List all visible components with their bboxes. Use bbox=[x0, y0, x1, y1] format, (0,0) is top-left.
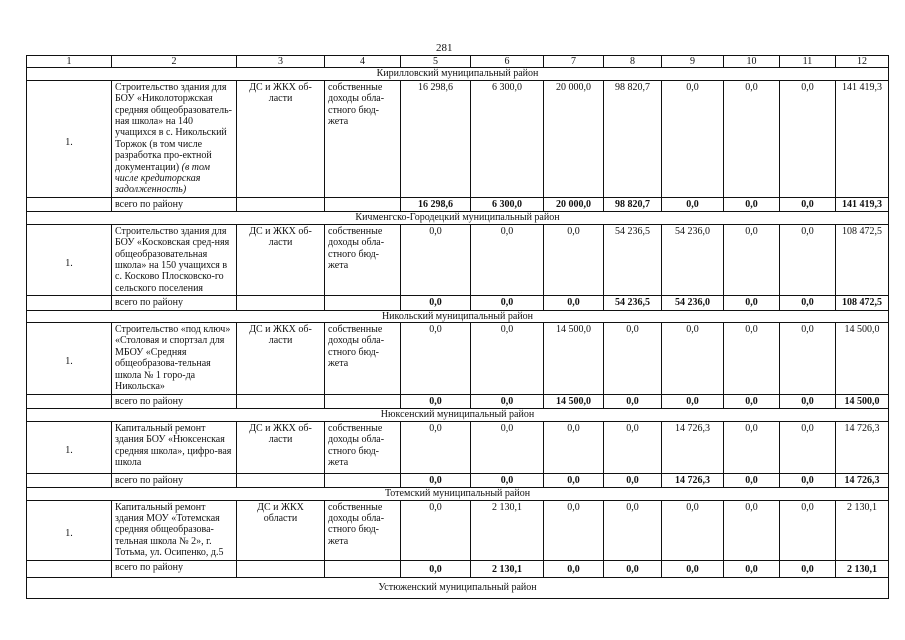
column-number: 5 bbox=[401, 56, 471, 68]
object-name bbox=[112, 500, 237, 560]
value-cell: 0,0 bbox=[780, 80, 836, 197]
value-cell: 108 472,5 bbox=[836, 224, 889, 295]
empty-cell bbox=[237, 473, 325, 487]
value-cell: 0,0 bbox=[604, 322, 662, 394]
page-number: 281 bbox=[436, 42, 453, 54]
column-number-row bbox=[27, 56, 889, 68]
district-name: Кирилловский муниципальный район bbox=[27, 68, 889, 80]
column-number: 12 bbox=[836, 56, 889, 68]
value-cell: 0,0 bbox=[780, 322, 836, 394]
object-name bbox=[112, 80, 237, 197]
district-row bbox=[27, 310, 889, 322]
district-row bbox=[27, 409, 889, 421]
value-cell: 98 820,7 bbox=[604, 80, 662, 197]
value-cell: 14 500,0 bbox=[544, 322, 604, 394]
value-cell: 2 130,1 bbox=[836, 500, 889, 560]
customer: ДС и ЖКХ об-ласти bbox=[237, 322, 325, 394]
object-description: Строительство здания для БОУ «Николоторжская средняя общеобразователь-ная школа» на 140 учащихся в с. Никольский Торжок (в том числе разработка про-ектной документации) bbox=[115, 81, 232, 173]
total-value: 0,0 bbox=[662, 394, 724, 408]
value-cell: 0,0 bbox=[544, 421, 604, 473]
value-cell: 20 000,0 bbox=[544, 80, 604, 197]
total-value: 0,0 bbox=[724, 296, 780, 310]
value-cell: 141 419,3 bbox=[836, 80, 889, 197]
value-cell: 0,0 bbox=[471, 421, 544, 473]
value-cell: 0,0 bbox=[401, 224, 471, 295]
row-number: 1. bbox=[27, 500, 112, 560]
district-name: Кичменгско-Городецкий муниципальный район bbox=[27, 212, 889, 224]
object-description: Капитальный ремонт здания БОУ «Нюксенская средняя школа», цифро-вая школа bbox=[115, 422, 232, 468]
column-number: 10 bbox=[724, 56, 780, 68]
total-value: 0,0 bbox=[780, 197, 836, 211]
empty-cell bbox=[325, 394, 401, 408]
row-number: 1. bbox=[27, 421, 112, 473]
column-number: 8 bbox=[604, 56, 662, 68]
total-value: 0,0 bbox=[544, 473, 604, 487]
empty-cell bbox=[325, 473, 401, 487]
total-value: 108 472,5 bbox=[836, 296, 889, 310]
district-name: Тотемский муниципальный район bbox=[27, 488, 889, 500]
total-value: 14 726,3 bbox=[836, 473, 889, 487]
object-name bbox=[112, 322, 237, 394]
total-value: 54 236,5 bbox=[604, 296, 662, 310]
total-value: 0,0 bbox=[724, 473, 780, 487]
empty-cell bbox=[27, 197, 112, 211]
column-number: 1 bbox=[27, 56, 112, 68]
value-cell: 54 236,5 bbox=[604, 224, 662, 295]
column-number: 11 bbox=[780, 56, 836, 68]
value-cell: 0,0 bbox=[724, 322, 780, 394]
funding-source: собственные доходы обла-стного бюд-жета bbox=[325, 500, 401, 560]
empty-cell bbox=[27, 560, 112, 577]
value-cell: 0,0 bbox=[662, 322, 724, 394]
total-value: 98 820,7 bbox=[604, 197, 662, 211]
object-description: Капитальный ремонт здания МОУ «Тотемская средняя общеобразова-тельная школа № 2», г. Тотьма, ул. Осипенко, д.5 bbox=[115, 501, 224, 559]
total-value: 14 500,0 bbox=[544, 394, 604, 408]
total-value: 14 500,0 bbox=[836, 394, 889, 408]
total-value: 6 300,0 bbox=[471, 197, 544, 211]
table-row bbox=[27, 322, 889, 394]
empty-cell bbox=[237, 560, 325, 577]
column-number: 2 bbox=[112, 56, 237, 68]
value-cell: 14 726,3 bbox=[836, 421, 889, 473]
customer: ДС и ЖКХ об-ласти bbox=[237, 421, 325, 473]
value-cell: 0,0 bbox=[604, 421, 662, 473]
value-cell: 0,0 bbox=[662, 80, 724, 197]
total-value: 2 130,1 bbox=[836, 560, 889, 577]
total-row bbox=[27, 197, 889, 211]
total-value: 0,0 bbox=[471, 394, 544, 408]
empty-cell bbox=[237, 197, 325, 211]
total-row bbox=[27, 394, 889, 408]
empty-cell bbox=[27, 473, 112, 487]
value-cell: 0,0 bbox=[780, 421, 836, 473]
value-cell: 0,0 bbox=[401, 322, 471, 394]
total-value: 0,0 bbox=[544, 560, 604, 577]
total-value: 0,0 bbox=[401, 560, 471, 577]
district-name: Нюксенский муниципальный район bbox=[27, 409, 889, 421]
column-number: 4 bbox=[325, 56, 401, 68]
total-value: 0,0 bbox=[544, 296, 604, 310]
customer: ДС и ЖКХ об-ласти bbox=[237, 80, 325, 197]
value-cell: 0,0 bbox=[724, 80, 780, 197]
object-description: Строительство здания для БОУ «Косковская сред-няя общеобразовательная школа» на 150 учащихся в с. Косково Плосковско-го сельского поселения bbox=[115, 225, 230, 294]
value-cell: 0,0 bbox=[401, 500, 471, 560]
value-cell: 0,0 bbox=[471, 224, 544, 295]
total-value: 0,0 bbox=[724, 394, 780, 408]
value-cell: 0,0 bbox=[604, 500, 662, 560]
district-name: Никольский муниципальный район bbox=[27, 310, 889, 322]
value-cell: 16 298,6 bbox=[401, 80, 471, 197]
total-value: 0,0 bbox=[724, 560, 780, 577]
district-row bbox=[27, 68, 889, 80]
empty-cell bbox=[325, 560, 401, 577]
total-value: 0,0 bbox=[401, 296, 471, 310]
total-value: 0,0 bbox=[604, 560, 662, 577]
customer: ДС и ЖКХ об-ласти bbox=[237, 224, 325, 295]
value-cell: 0,0 bbox=[724, 421, 780, 473]
empty-cell bbox=[325, 197, 401, 211]
total-value: 0,0 bbox=[604, 394, 662, 408]
value-cell: 0,0 bbox=[401, 421, 471, 473]
customer: ДС и ЖКХ области bbox=[237, 500, 325, 560]
empty-cell bbox=[27, 394, 112, 408]
value-cell: 2 130,1 bbox=[471, 500, 544, 560]
table-row bbox=[27, 421, 889, 473]
total-value: 0,0 bbox=[780, 394, 836, 408]
empty-cell bbox=[27, 296, 112, 310]
empty-cell bbox=[237, 296, 325, 310]
column-number: 7 bbox=[544, 56, 604, 68]
total-value: 0,0 bbox=[780, 296, 836, 310]
total-value: 16 298,6 bbox=[401, 197, 471, 211]
district-row bbox=[27, 212, 889, 224]
total-value: 2 130,1 bbox=[471, 560, 544, 577]
value-cell: 0,0 bbox=[780, 224, 836, 295]
total-row bbox=[27, 560, 889, 577]
funding-source: собственные доходы обла-стного бюд-жета bbox=[325, 80, 401, 197]
total-label: всего по району bbox=[112, 560, 237, 577]
total-row bbox=[27, 296, 889, 310]
row-number: 1. bbox=[27, 224, 112, 295]
total-label: всего по району bbox=[112, 197, 237, 211]
total-value: 0,0 bbox=[471, 296, 544, 310]
total-value: 0,0 bbox=[471, 473, 544, 487]
value-cell: 0,0 bbox=[724, 500, 780, 560]
object-name bbox=[112, 421, 237, 473]
value-cell: 0,0 bbox=[724, 224, 780, 295]
value-cell: 14 500,0 bbox=[836, 322, 889, 394]
budget-table bbox=[26, 55, 889, 599]
total-value: 0,0 bbox=[662, 560, 724, 577]
total-value: 20 000,0 bbox=[544, 197, 604, 211]
district-name: Устюженский муниципальный район bbox=[27, 577, 889, 598]
total-value: 0,0 bbox=[780, 560, 836, 577]
empty-cell bbox=[237, 394, 325, 408]
value-cell: 0,0 bbox=[544, 224, 604, 295]
object-note: (в том числе кредиторская задолженность) bbox=[115, 161, 211, 196]
total-value: 14 726,3 bbox=[662, 473, 724, 487]
value-cell: 0,0 bbox=[662, 500, 724, 560]
funding-source: собственные доходы обла-стного бюд-жета bbox=[325, 421, 401, 473]
table-row bbox=[27, 224, 889, 295]
table-body bbox=[27, 56, 889, 599]
column-number: 9 bbox=[662, 56, 724, 68]
value-cell: 0,0 bbox=[544, 500, 604, 560]
table-row bbox=[27, 80, 889, 197]
total-value: 0,0 bbox=[724, 197, 780, 211]
total-row bbox=[27, 473, 889, 487]
total-value: 0,0 bbox=[604, 473, 662, 487]
column-number: 6 bbox=[471, 56, 544, 68]
row-number: 1. bbox=[27, 80, 112, 197]
table-row bbox=[27, 500, 889, 560]
total-label: всего по району bbox=[112, 296, 237, 310]
value-cell: 54 236,0 bbox=[662, 224, 724, 295]
empty-cell bbox=[325, 296, 401, 310]
total-value: 0,0 bbox=[401, 394, 471, 408]
total-value: 141 419,3 bbox=[836, 197, 889, 211]
total-value: 0,0 bbox=[780, 473, 836, 487]
total-value: 0,0 bbox=[662, 197, 724, 211]
district-row bbox=[27, 488, 889, 500]
value-cell: 0,0 bbox=[471, 322, 544, 394]
district-row bbox=[27, 577, 889, 598]
object-name bbox=[112, 224, 237, 295]
funding-source: собственные доходы обла-стного бюд-жета bbox=[325, 224, 401, 295]
funding-source: собственные доходы обла-стного бюд-жета bbox=[325, 322, 401, 394]
total-label: всего по району bbox=[112, 473, 237, 487]
row-number: 1. bbox=[27, 322, 112, 394]
value-cell: 6 300,0 bbox=[471, 80, 544, 197]
value-cell: 14 726,3 bbox=[662, 421, 724, 473]
total-value: 0,0 bbox=[401, 473, 471, 487]
object-description: Строительство «под ключ» «Столовая и спортзал для МБОУ «Средняя общеобразова-тельная школа № 1 горо-да Никольска» bbox=[115, 323, 231, 392]
column-number: 3 bbox=[237, 56, 325, 68]
total-label: всего по району bbox=[112, 394, 237, 408]
value-cell: 0,0 bbox=[780, 500, 836, 560]
total-value: 54 236,0 bbox=[662, 296, 724, 310]
